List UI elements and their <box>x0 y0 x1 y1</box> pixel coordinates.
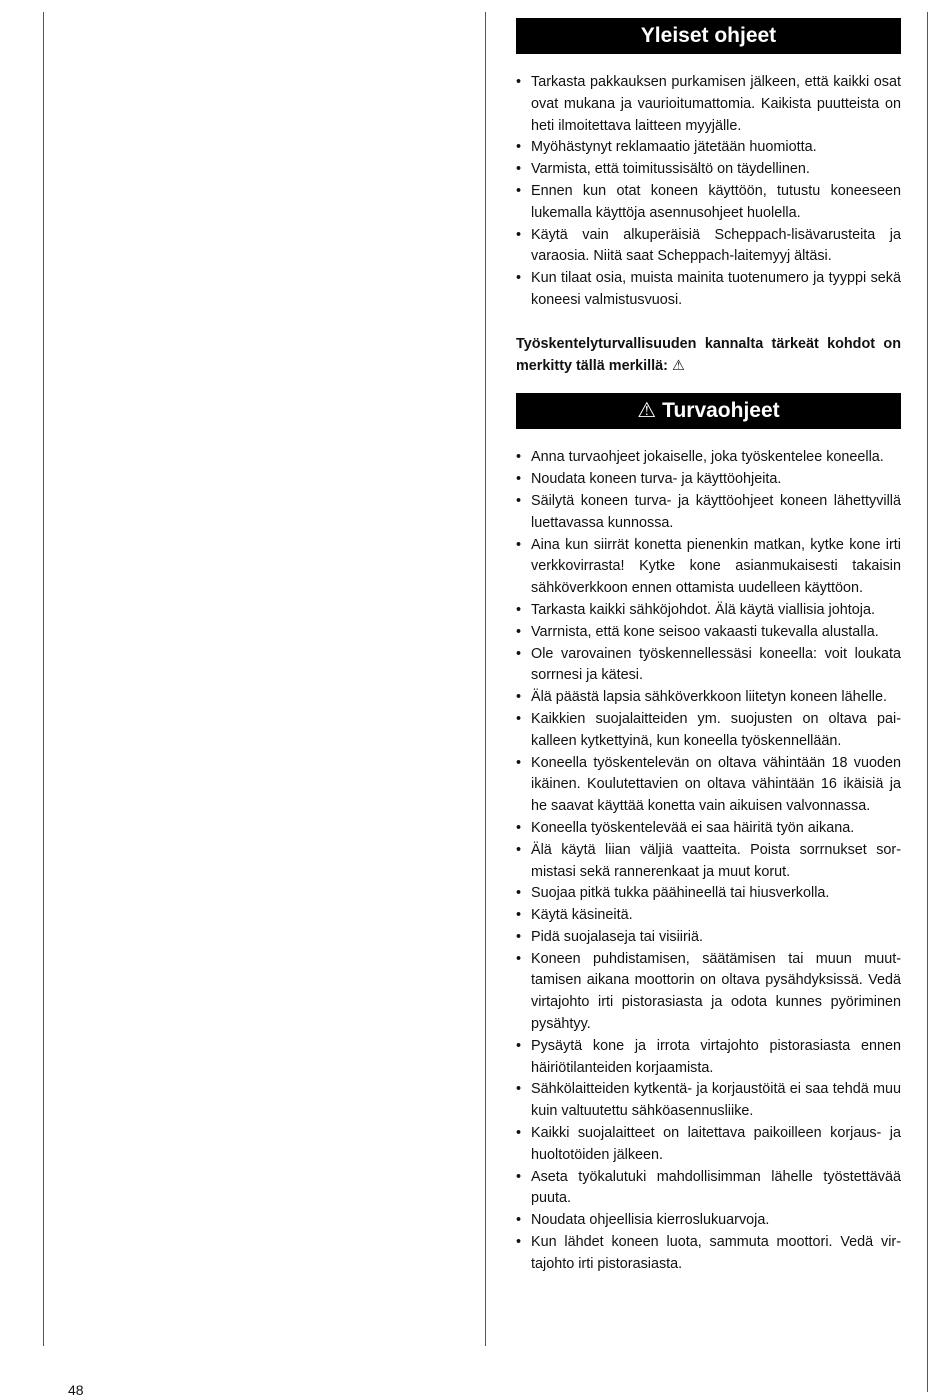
safety-heading-text: Turvaohjeet <box>662 399 780 423</box>
safety-notice <box>516 334 901 378</box>
list-item: • Ennen kun otat koneen käyttöön, tutustu koneeseen lukemalla käyttöja asennusohjeet huolella. <box>516 181 901 225</box>
list-item: • Tarkasta kaikki sähköjohdot. Älä käytä viallisia johtoja. <box>516 600 901 622</box>
left-column-rule <box>43 12 44 1346</box>
list-item: • Älä käytä liian väljiä vaatteita. Poista sorrnukset sormistasi sekä rannerenkaat ja muut korut. <box>516 840 901 884</box>
general-instructions-list <box>516 72 901 312</box>
list-item: • Pysäytä kone ja irrota virtajohto pistorasiasta ennen häiriötilanteiden korjaamista. <box>516 1036 901 1080</box>
warning-triangle-icon: ⚠ <box>637 399 657 423</box>
list-item: • Pidä suojalaseja tai visiiriä. <box>516 927 901 949</box>
safety-instructions-list <box>516 447 901 1275</box>
list-item: • Suojaa pitkä tukka päähineellä tai hiusverkolla. <box>516 883 901 905</box>
list-item: • Ole varovainen työskennellessäsi koneella: voit loukata sorrnesi ja kätesi. <box>516 644 901 688</box>
list-item: • Sähkölaitteiden kytkentä- ja korjaustöitä ei saa tehdä muu kuin valtuutettu sähköasennusliike. <box>516 1079 901 1123</box>
list-item: • Noudata ohjeellisia kierroslukuarvoja. <box>516 1210 901 1232</box>
right-column-rule <box>927 12 928 1392</box>
page-number: 48 <box>68 1382 84 1398</box>
list-item: • Tarkasta pakkauksen purkamisen jälkeen, että kaikki osat ovat mukana ja vaurioitumattomia. Kaikista puutteista on heti ilmoitettava laitteen myyjälle. <box>516 72 901 137</box>
list-item: • Aseta työkalutuki mahdollisimman lähelle työstettävää puuta. <box>516 1167 901 1211</box>
list-item: • Koneen puhdistamisen, säätämisen tai muun muuttamisen aikana moottorin on oltava pysähdyksissä. Vedä virtajohto irti pistorasiasta ja odota kunnes pyöriminen pysähtyy. <box>516 949 901 1036</box>
general-instructions-heading <box>516 18 901 54</box>
safety-instructions-heading <box>516 393 901 429</box>
safety-notice-text: Työskentelyturvallisuuden kannalta tärkeät kohdot on merkitty tällä merkillä: <box>516 335 901 374</box>
list-item: • Kaikki suojalaitteet on laitettava paikoilleen korjaus- ja huoltotöiden jälkeen. <box>516 1123 901 1167</box>
list-item: • Varmista, että toimitussisältö on täydellinen. <box>516 159 901 181</box>
warning-triangle-icon: ⚠ <box>671 357 685 374</box>
list-item: • Aina kun siirrät konetta pienenkin matkan, kytke kone irti verkkovirrasta! Kytke kone asianmukaisesti takaisin sähköverkkoon ennen ottamista uudelleen käyttöon. <box>516 535 901 600</box>
middle-column-rule <box>485 12 486 1346</box>
list-item: • Kaikkien suojalaitteiden ym. suojusten on oltava paikalleen kytkettyinä, kun koneella työskennellään. <box>516 709 901 753</box>
list-item: • Koneella työskentelevän on oltava vähintään 18 vuoden ikäinen. Koulutettavien on oltava vähintään 16 ikäisiä ja he saavat käyttää konetta vain aikuisen valvonnassa. <box>516 753 901 818</box>
list-item: • Anna turvaohjeet jokaiselle, joka työskentelee koneella. <box>516 447 901 469</box>
right-text-column <box>516 18 901 1276</box>
list-item: • Noudata koneen turva- ja käyttöohjeita. <box>516 469 901 491</box>
list-item: • Koneella työskentelevää ei saa häiritä työn aikana. <box>516 818 901 840</box>
list-item: • Käytä vain alkuperäisiä Scheppach-lisävarusteita ja varaosia. Niitä saat Scheppach-laitemyyj ältäsi. <box>516 225 901 269</box>
list-item: • Myöhästynyt reklamaatio jätetään huomiotta. <box>516 137 901 159</box>
list-item: • Varrnista, että kone seisoo vakaasti tukevalla alustalla. <box>516 622 901 644</box>
list-item: • Älä päästä lapsia sähköverkkoon liitetyn koneen lähelle. <box>516 687 901 709</box>
list-item: • Kun lähdet koneen luota, sammuta moottori. Vedä virtajohto irti pistorasiasta. <box>516 1232 901 1276</box>
list-item: • Säilytä koneen turva- ja käyttöohjeet koneen lähettyvillä luettavassa kunnossa. <box>516 491 901 535</box>
list-item: • Käytä käsineitä. <box>516 905 901 927</box>
list-item: • Kun tilaat osia, muista mainita tuotenumero ja tyyppi sekä koneesi valmistusvuosi. <box>516 268 901 312</box>
general-heading-text: Yleiset ohjeet <box>640 24 777 47</box>
